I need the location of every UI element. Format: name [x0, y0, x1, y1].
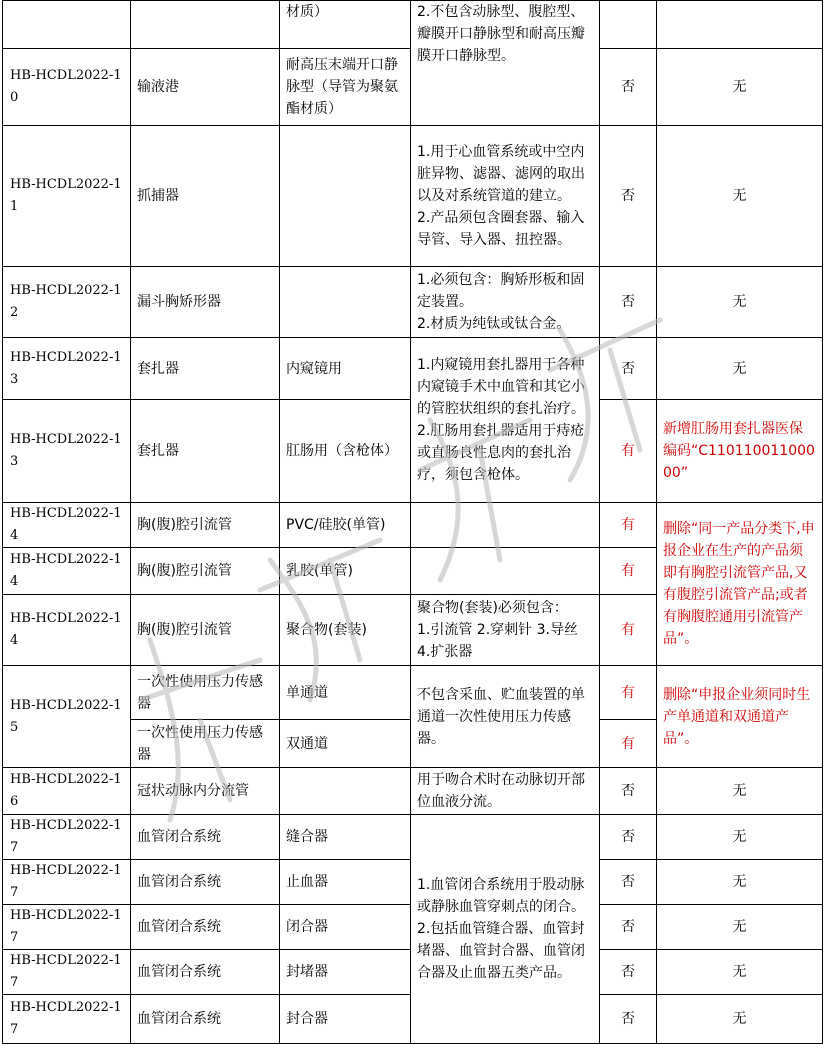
- table-row: [3, 768, 823, 815]
- cell-id: HB-HCDL2022-17: [3, 860, 131, 905]
- cell-changed: 否: [600, 768, 657, 815]
- cell-desc: [411, 548, 600, 595]
- table-row: [3, 126, 823, 267]
- cell-name: 胸(腹)腔引流管: [131, 548, 280, 595]
- cell-name: 血管闭合系统: [131, 815, 280, 860]
- cell-name: 血管闭合系统: [131, 905, 280, 950]
- cell-changed: 否: [600, 126, 657, 267]
- cell-changed: 否: [600, 860, 657, 905]
- cell-remark: 无: [657, 815, 823, 860]
- cell-changed: [600, 1, 657, 49]
- cell-changed: 有: [600, 503, 657, 548]
- cell-desc: 聚合物(套装)必须包含： 1.引流管 2.穿刺针 3.导丝 4.扩张器: [411, 595, 600, 666]
- cell-remark: 无: [657, 267, 823, 338]
- cell-remark: 新增肛肠用套扎器医保编码“C11011001100000”: [657, 400, 823, 503]
- cell-id: HB-HCDL2022-10: [3, 49, 131, 126]
- cell-id: HB-HCDL2022-16: [3, 768, 131, 815]
- cell-remark: 无: [657, 338, 823, 400]
- cell-changed: 否: [600, 49, 657, 126]
- cell-desc: 2.不包含动脉型、腹腔型、瓣膜开口静脉型和耐高压瓣膜开口静脉型。: [411, 1, 600, 126]
- cell-name: 血管闭合系统: [131, 995, 280, 1044]
- table-row: [3, 267, 823, 338]
- table-row: [3, 666, 823, 720]
- cell-spec: 乳胶(单管): [280, 548, 411, 595]
- cell-name: 输液港: [131, 49, 280, 126]
- cell-changed: 否: [600, 267, 657, 338]
- cell-desc: 用于吻合术时在动脉切开部位血液分流。: [411, 768, 600, 815]
- cell-desc: 1.血管闭合系统用于股动脉或静脉血管穿刺点的闭合。 2.包括血管缝合器、血管封堵器、血管封合器、血管闭合器及止血器五类产品。: [411, 815, 600, 1044]
- cell-changed: 有: [600, 595, 657, 666]
- cell-remark: 无: [657, 950, 823, 995]
- cell-spec: 双通道: [280, 720, 411, 768]
- cell-id: HB-HCDL2022-17: [3, 905, 131, 950]
- cell-changed: 否: [600, 815, 657, 860]
- cell-spec: [280, 768, 411, 815]
- cell-name: 血管闭合系统: [131, 860, 280, 905]
- cell-spec: 封合器: [280, 995, 411, 1044]
- cell-changed: 否: [600, 950, 657, 995]
- cell-remark: 删除“同一产品分类下,申报企业在生产的产品须即有胸腔引流管产品,又有腹腔引流管产品;或者有胸腹腔通用引流管产品”。: [657, 503, 823, 666]
- cell-desc: 1.内窥镜用套扎器用于各种内窥镜手术中血管和其它小的管腔状组织的套扎治疗。 2.肛肠用套扎器适用于痔疮或直肠良性息肉的套扎治疗，须包含枪体。: [411, 338, 600, 503]
- cell-name: [131, 1, 280, 49]
- table-row: [3, 815, 823, 860]
- cell-id: HB-HCDL2022-17: [3, 995, 131, 1044]
- cell-spec: 缝合器: [280, 815, 411, 860]
- table-row: [3, 338, 823, 400]
- cell-id: HB-HCDL2022-15: [3, 666, 131, 768]
- cell-id: HB-HCDL2022-14: [3, 503, 131, 548]
- cell-remark: 无: [657, 768, 823, 815]
- cell-remark: [657, 1, 823, 49]
- cell-spec: 聚合物(套装): [280, 595, 411, 666]
- cell-remark: 无: [657, 126, 823, 267]
- cell-spec: PVC/硅胶(单管): [280, 503, 411, 548]
- cell-desc: 1.用于心血管系统或中空内脏异物、滤器、滤网的取出以及对系统管道的建立。 2.产品须包含圈套器、输入导管、导入器、扭控器。: [411, 126, 600, 267]
- cell-remark: 无: [657, 995, 823, 1044]
- cell-changed: 有: [600, 400, 657, 503]
- cell-name: 套扎器: [131, 400, 280, 503]
- cell-spec: 单通道: [280, 666, 411, 720]
- cell-name: 一次性使用压力传感器: [131, 720, 280, 768]
- cell-name: 冠状动脉内分流管: [131, 768, 280, 815]
- cell-spec: 止血器: [280, 860, 411, 905]
- cell-desc: 1.必须包含：胸矫形板和固定装置。 2.材质为纯钛或钛合金。: [411, 267, 600, 338]
- cell-name: 血管闭合系统: [131, 950, 280, 995]
- cell-remark: 删除“申报企业须同时生产单通道和双通道产品”。: [657, 666, 823, 768]
- cell-changed: 有: [600, 720, 657, 768]
- cell-id: [3, 1, 131, 49]
- cell-spec: 封堵器: [280, 950, 411, 995]
- cell-id: HB-HCDL2022-17: [3, 815, 131, 860]
- cell-name: 抓捕器: [131, 126, 280, 267]
- cell-name: 胸(腹)腔引流管: [131, 595, 280, 666]
- cell-spec: 材质）: [280, 1, 411, 49]
- cell-id: HB-HCDL2022-12: [3, 267, 131, 338]
- cell-remark: 无: [657, 905, 823, 950]
- cell-spec: 肛肠用（含枪体）: [280, 400, 411, 503]
- cell-changed: 有: [600, 666, 657, 720]
- cell-name: 胸(腹)腔引流管: [131, 503, 280, 548]
- catalog-table: [2, 0, 823, 1044]
- table-row: [3, 503, 823, 548]
- cell-id: HB-HCDL2022-14: [3, 548, 131, 595]
- cell-id: HB-HCDL2022-13: [3, 400, 131, 503]
- cell-spec: 耐高压末端开口静脉型（导管为聚氨酯材质）: [280, 49, 411, 126]
- table-row: [3, 1, 823, 49]
- cell-spec: [280, 126, 411, 267]
- cell-name: 套扎器: [131, 338, 280, 400]
- cell-changed: 否: [600, 995, 657, 1044]
- cell-desc: [411, 503, 600, 548]
- cell-spec: [280, 267, 411, 338]
- cell-desc: 不包含采血、贮血装置的单通道一次性使用压力传感器。: [411, 666, 600, 768]
- cell-id: HB-HCDL2022-13: [3, 338, 131, 400]
- cell-changed: 否: [600, 338, 657, 400]
- cell-changed: 否: [600, 905, 657, 950]
- cell-remark: 无: [657, 49, 823, 126]
- cell-spec: 内窥镜用: [280, 338, 411, 400]
- cell-spec: 闭合器: [280, 905, 411, 950]
- cell-id: HB-HCDL2022-17: [3, 950, 131, 995]
- cell-changed: 有: [600, 548, 657, 595]
- cell-name: 漏斗胸矫形器: [131, 267, 280, 338]
- cell-id: HB-HCDL2022-11: [3, 126, 131, 267]
- cell-name: 一次性使用压力传感器: [131, 666, 280, 720]
- cell-remark: 无: [657, 860, 823, 905]
- cell-id: HB-HCDL2022-14: [3, 595, 131, 666]
